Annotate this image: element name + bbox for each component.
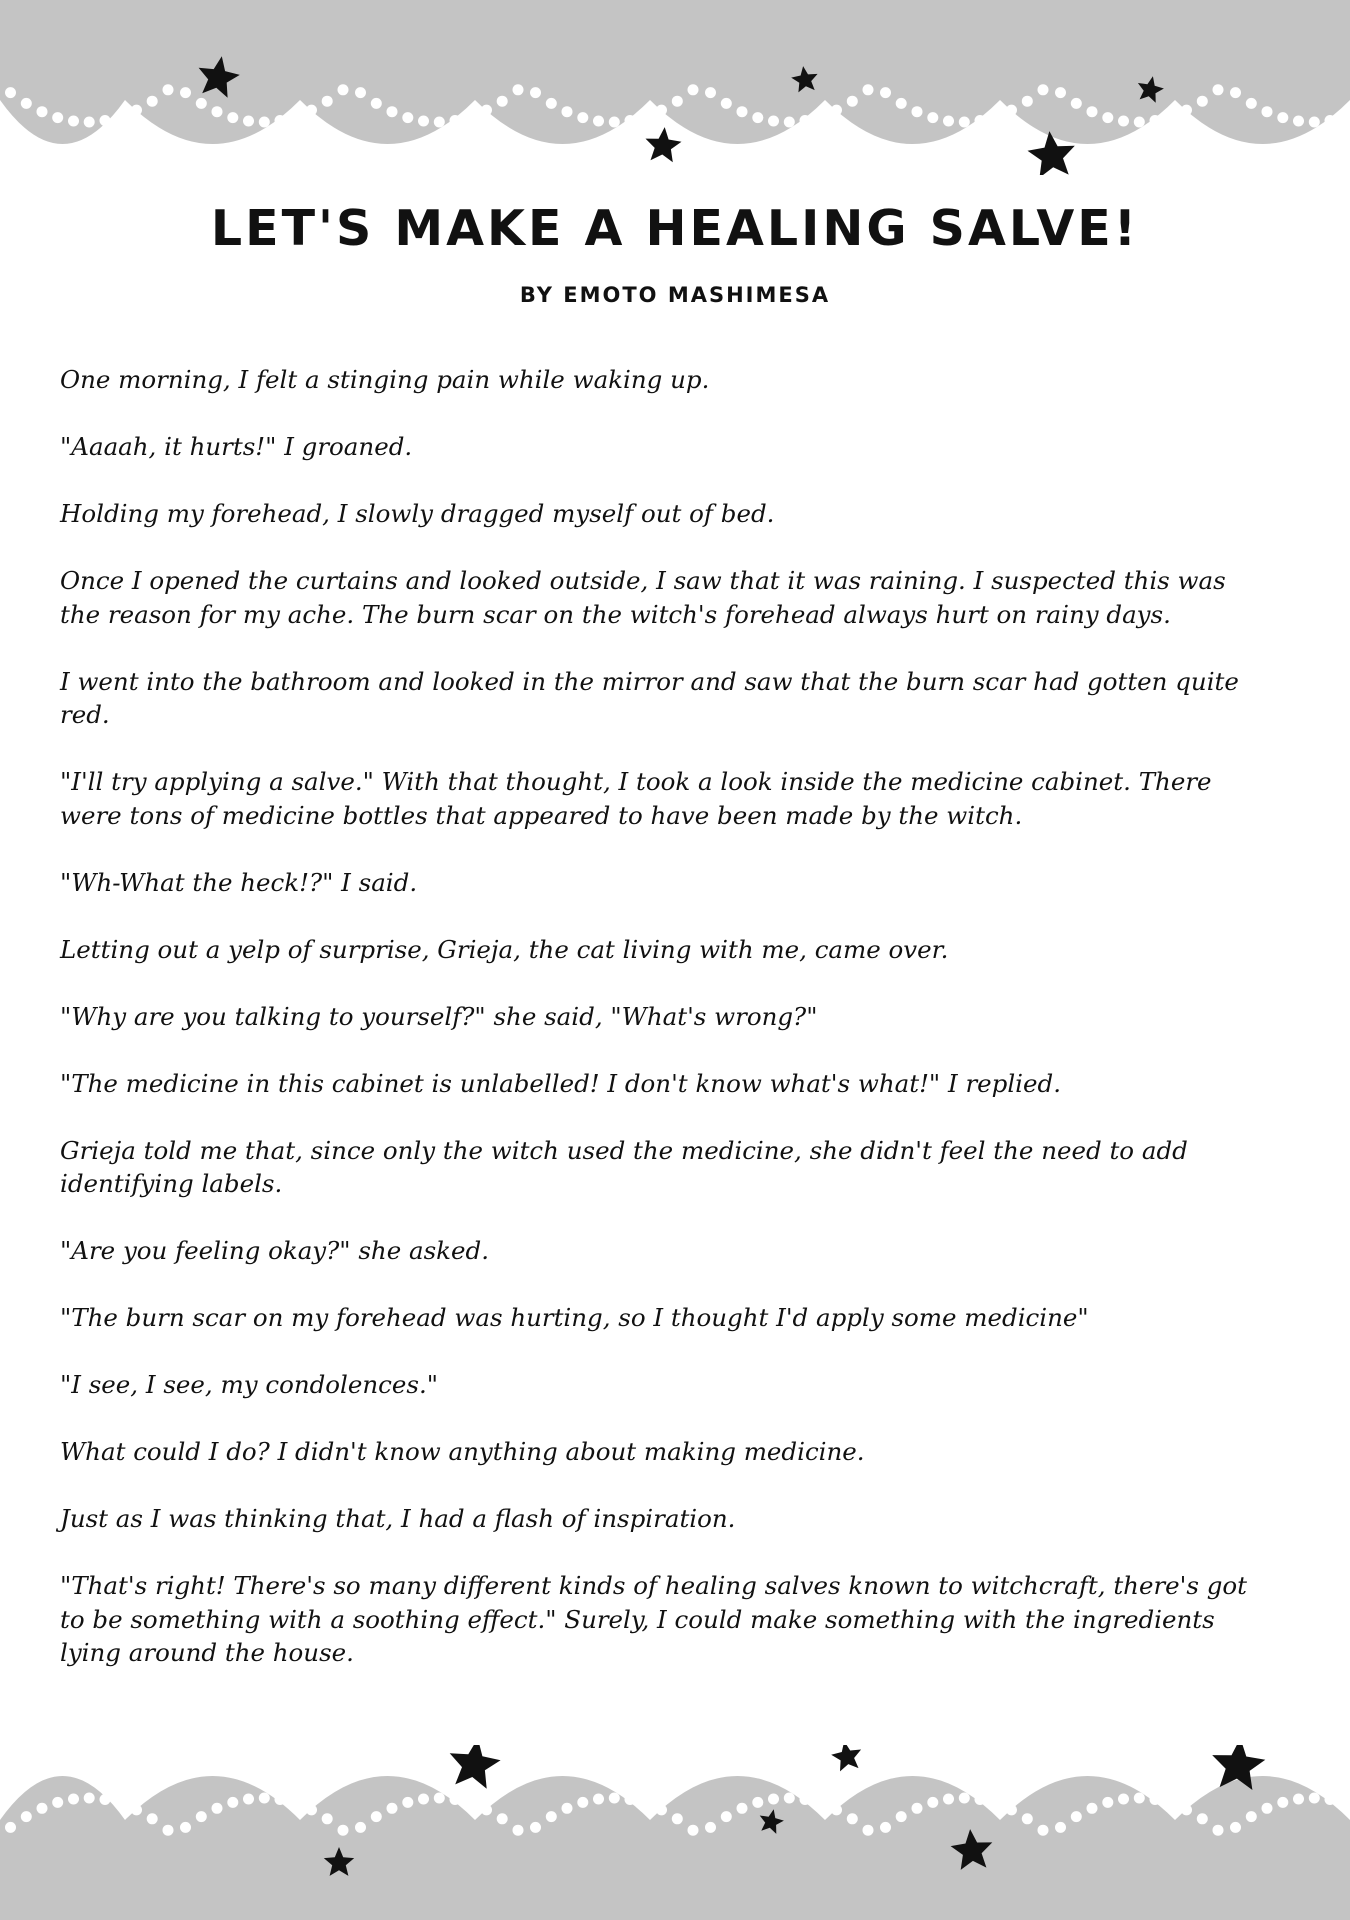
pearl-bead xyxy=(562,106,573,117)
story-paragraph: "Wh-What the heck!?" I said. xyxy=(60,867,418,897)
pearl-bead xyxy=(847,1813,858,1824)
pearl-bead xyxy=(1118,116,1129,127)
pearl-bead xyxy=(1102,1797,1113,1808)
pearl-bead xyxy=(52,112,63,123)
pearl-bead xyxy=(943,116,954,127)
pearl-bead xyxy=(847,96,858,107)
pearl-bead xyxy=(227,112,238,123)
pearl-bead xyxy=(625,1794,636,1805)
pearl-bead xyxy=(1262,106,1273,117)
pearl-bead xyxy=(1006,105,1017,116)
pearl-bead xyxy=(147,96,158,107)
pearl-bead xyxy=(1134,1793,1145,1804)
bottom-lace-border xyxy=(0,1745,1350,1920)
pearl-bead xyxy=(322,1813,333,1824)
pearl-bead xyxy=(562,1803,573,1814)
pearl-bead xyxy=(1325,1794,1336,1805)
pearl-bead xyxy=(5,1822,16,1833)
pearl-bead xyxy=(115,111,126,122)
pearl-bead xyxy=(306,1804,317,1815)
pearl-bead xyxy=(1055,87,1066,98)
story-paragraph: Just as I was thinking that, I had a flash of inspiration. xyxy=(60,1504,736,1533)
pearl-bead xyxy=(37,1803,48,1814)
story-paragraph: "I see, I see, my condolences." xyxy=(60,1370,439,1399)
pearl-bead xyxy=(768,116,779,127)
pearl-bead xyxy=(180,87,191,98)
star-icon xyxy=(450,1745,501,1789)
pearl-bead xyxy=(100,1794,111,1805)
pearl-bead xyxy=(338,84,349,95)
pearl-bead xyxy=(593,1794,604,1805)
pearl-bead xyxy=(1340,1798,1350,1809)
story-paragraph: I went into the bathroom and looked in the mirror and saw that the burn scar had gotten quite red. xyxy=(60,666,1239,729)
pearl-bead xyxy=(5,87,16,98)
pearl-bead xyxy=(593,116,604,127)
pearl-bead xyxy=(784,117,795,128)
pearl-bead xyxy=(68,1794,79,1805)
pearl-bead xyxy=(196,98,207,109)
pearl-bead xyxy=(1230,87,1241,98)
pearl-bead xyxy=(450,1794,461,1805)
pearl-bead xyxy=(975,1794,986,1805)
pearl-bead xyxy=(290,1798,301,1809)
pearl-bead xyxy=(259,1793,270,1804)
pearl-bead xyxy=(815,1798,826,1809)
pearl-bead xyxy=(1277,112,1288,123)
pearl-bead xyxy=(1006,1804,1017,1815)
pearl-bead xyxy=(481,105,492,116)
pearl-bead xyxy=(306,105,317,116)
story-paragraph: "The burn scar on my forehead was hurting, so I thought I'd apply some medicine" xyxy=(60,1303,1089,1332)
story-paragraph: "Why are you talking to yourself?" she said, "What's wrong?" xyxy=(60,1001,818,1031)
story-paragraph: "I'll try applying a salve." With that thought, I took a look inside the medicine cabinet. There were tons of medicine bottles that appeared to have been made by the witch. xyxy=(60,767,1212,830)
pearl-bead xyxy=(355,1822,366,1833)
pearl-bead xyxy=(100,115,111,126)
pearl-bead xyxy=(880,1822,891,1833)
story-paragraph: Letting out a yelp of surprise, Grieja, the cat living with me, came over. xyxy=(60,934,949,964)
pearl-bead xyxy=(784,1793,795,1804)
pearl-bead xyxy=(1038,84,1049,95)
pearl-bead xyxy=(275,1794,286,1805)
star-icon xyxy=(831,1745,861,1771)
pearl-bead xyxy=(1150,115,1161,126)
story-paragraph: "Aaaah, it hurts!" I groaned. xyxy=(60,432,413,461)
pearl-bead xyxy=(1150,1794,1161,1805)
pearl-bead xyxy=(863,1825,874,1836)
pearl-bead xyxy=(418,1794,429,1805)
story-paragraph: What could I do? I didn't know anything about making medicine. xyxy=(60,1437,865,1466)
pearl-bead xyxy=(402,1797,413,1808)
pearl-bead xyxy=(402,112,413,123)
pearl-bead xyxy=(546,1811,557,1822)
pearl-bead xyxy=(656,1804,667,1815)
pearl-bead xyxy=(1087,106,1098,117)
story-paragraph: Holding my forehead, I slowly dragged myself out of bed. xyxy=(60,499,775,528)
pearl-bead xyxy=(577,112,588,123)
pearl-bead xyxy=(37,106,48,117)
pearl-bead xyxy=(21,1811,32,1822)
pearl-bead xyxy=(672,96,683,107)
pearl-bead xyxy=(721,98,732,109)
pearl-bead xyxy=(672,1813,683,1824)
pearl-bead xyxy=(355,87,366,98)
pearl-bead xyxy=(1213,1825,1224,1836)
pearl-bead xyxy=(513,84,524,95)
pearl-bead xyxy=(1246,1811,1257,1822)
pearl-bead xyxy=(737,106,748,117)
pearl-bead xyxy=(752,1797,763,1808)
pearl-bead xyxy=(371,1811,382,1822)
story-paragraph: "Are you feeling okay?" she asked. xyxy=(60,1236,489,1265)
pearl-bead xyxy=(434,1793,445,1804)
pearl-bead xyxy=(640,1798,651,1809)
pearl-bead xyxy=(577,1797,588,1808)
story-paragraph: Once I opened the curtains and looked outside, I saw that it was raining. I suspected this was the reason for my ache. The burn scar on the witch's forehead always hurt on rainy days. xyxy=(60,566,1226,629)
pearl-bead xyxy=(1197,96,1208,107)
story-paragraph: "That's right! There's so many different kinds of healing salves known to witchcraft, there's got to be something with a soothing effect." Surely, I could make something with the ingredients lying around the house. xyxy=(60,1571,1248,1667)
pearl-bead xyxy=(800,115,811,126)
pearl-bead xyxy=(465,1798,476,1809)
pearl-bead xyxy=(68,116,79,127)
pearl-bead xyxy=(84,1793,95,1804)
pearl-bead xyxy=(546,98,557,109)
pearl-bead xyxy=(1118,1794,1129,1805)
pearl-bead xyxy=(831,1804,842,1815)
pearl-bead xyxy=(1038,1825,1049,1836)
pearl-bead xyxy=(465,111,476,122)
pearl-bead xyxy=(990,1798,1001,1809)
author-byline: BY EMOTO MASHIMESA xyxy=(519,283,831,307)
pearl-bead xyxy=(163,1825,174,1836)
pearl-bead xyxy=(863,84,874,95)
pearl-bead xyxy=(752,112,763,123)
pearl-bead xyxy=(912,106,923,117)
pearl-bead xyxy=(975,115,986,126)
pearl-bead xyxy=(912,1803,923,1814)
pearl-bead xyxy=(196,1811,207,1822)
pearl-bead xyxy=(688,1825,699,1836)
pearl-bead xyxy=(1246,98,1257,109)
pearl-bead xyxy=(1197,1813,1208,1824)
pearl-bead xyxy=(1213,84,1224,95)
pearl-bead xyxy=(1277,1797,1288,1808)
pearl-bead xyxy=(227,1797,238,1808)
star-icon xyxy=(646,127,682,162)
pearl-bead xyxy=(450,115,461,126)
pearl-bead xyxy=(1055,1822,1066,1833)
pearl-bead xyxy=(705,87,716,98)
pearl-bead xyxy=(1165,1798,1176,1809)
pearl-bead xyxy=(530,1822,541,1833)
pearl-bead xyxy=(530,87,541,98)
pearl-bead xyxy=(259,117,270,128)
lace-band xyxy=(0,1776,1350,1920)
pearl-bead xyxy=(1165,111,1176,122)
pearl-bead xyxy=(481,1804,492,1815)
pearl-bead xyxy=(1071,1811,1082,1822)
pearl-bead xyxy=(943,1794,954,1805)
pearl-bead xyxy=(387,106,398,117)
pearl-bead xyxy=(497,96,508,107)
pearl-bead xyxy=(1309,117,1320,128)
pearl-bead xyxy=(418,116,429,127)
pearl-bead xyxy=(180,1822,191,1833)
pearl-bead xyxy=(880,87,891,98)
pearl-bead xyxy=(1071,98,1082,109)
pearl-bead xyxy=(705,1822,716,1833)
pearl-bead xyxy=(275,115,286,126)
pearl-bead xyxy=(1181,105,1192,116)
story-paragraph: Grieja told me that, since only the witch used the medicine, she didn't feel the need to add identifying labels. xyxy=(60,1135,1188,1198)
pearl-bead xyxy=(831,105,842,116)
pearl-bead xyxy=(800,1794,811,1805)
pearl-bead xyxy=(721,1811,732,1822)
pearl-bead xyxy=(147,1813,158,1824)
pearl-bead xyxy=(1102,112,1113,123)
pearl-bead xyxy=(959,1793,970,1804)
pearl-bead xyxy=(768,1794,779,1805)
pearl-bead xyxy=(1230,1822,1241,1833)
pearl-bead xyxy=(212,1803,223,1814)
pearl-bead xyxy=(338,1825,349,1836)
story-body xyxy=(60,363,1270,1703)
pearl-bead xyxy=(1022,96,1033,107)
pearl-bead xyxy=(1022,1813,1033,1824)
pearl-bead xyxy=(1340,111,1350,122)
top-lace-border xyxy=(0,0,1350,175)
pearl-bead xyxy=(387,1803,398,1814)
pearl-bead xyxy=(815,111,826,122)
page-title: LET'S MAKE A HEALING SALVE! xyxy=(210,200,1140,257)
pearl-bead xyxy=(212,106,223,117)
pearl-bead xyxy=(1293,116,1304,127)
pearl-bead xyxy=(896,1811,907,1822)
pearl-bead xyxy=(640,111,651,122)
pearl-bead xyxy=(1181,1804,1192,1815)
pearl-bead xyxy=(959,117,970,128)
pearl-bead xyxy=(84,117,95,128)
pearl-bead xyxy=(990,111,1001,122)
pearl-bead xyxy=(131,105,142,116)
pearl-bead xyxy=(927,1797,938,1808)
pearl-bead xyxy=(1309,1793,1320,1804)
pearl-bead xyxy=(609,1793,620,1804)
pearl-bead xyxy=(163,84,174,95)
pearl-bead xyxy=(656,105,667,116)
pearl-bead xyxy=(21,98,32,109)
pearl-bead xyxy=(371,98,382,109)
pearl-bead xyxy=(290,111,301,122)
pearl-bead xyxy=(625,115,636,126)
pearl-bead xyxy=(1262,1803,1273,1814)
pearl-bead xyxy=(1134,117,1145,128)
story-paragraph: "The medicine in this cabinet is unlabelled! I don't know what's what!" I replied. xyxy=(60,1068,1061,1098)
pearl-bead xyxy=(243,1794,254,1805)
pearl-bead xyxy=(1293,1794,1304,1805)
pearl-bead xyxy=(497,1813,508,1824)
pearl-bead xyxy=(322,96,333,107)
pearl-bead xyxy=(688,84,699,95)
pearl-bead xyxy=(434,117,445,128)
pearl-bead xyxy=(1325,115,1336,126)
pearl-bead xyxy=(115,1798,126,1809)
pearl-bead xyxy=(513,1825,524,1836)
story-paragraph: One morning, I felt a stinging pain while waking up. xyxy=(60,365,710,394)
pearl-bead xyxy=(609,117,620,128)
pearl-bead xyxy=(896,98,907,109)
pearl-bead xyxy=(927,112,938,123)
pearl-bead xyxy=(52,1797,63,1808)
pearl-bead xyxy=(1087,1803,1098,1814)
pearl-bead xyxy=(243,116,254,127)
pearl-bead xyxy=(131,1804,142,1815)
pearl-bead xyxy=(737,1803,748,1814)
